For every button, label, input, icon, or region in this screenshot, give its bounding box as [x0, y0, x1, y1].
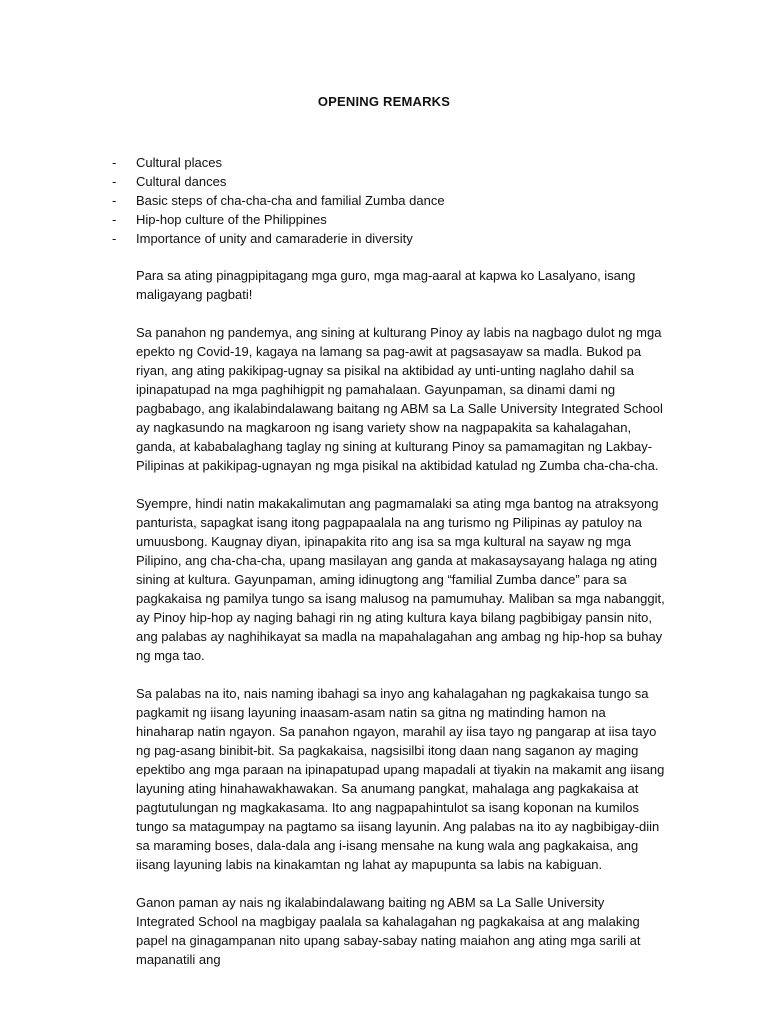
- document-body: [136, 266, 666, 988]
- list-item-text: Cultural places: [136, 155, 222, 170]
- bullet-dash: -: [112, 231, 117, 246]
- list-item-text: Hip-hop culture of the Philippines: [136, 212, 327, 227]
- document-title: OPENING REMARKS: [317, 94, 451, 109]
- bullet-dash: -: [112, 155, 117, 170]
- bullet-dash: -: [112, 193, 117, 208]
- list-item: [112, 172, 445, 191]
- list-item: [112, 153, 445, 172]
- paragraph: Sa palabas na ito, nais naming ibahagi sa inyo ang kahalagahan ng pagkakaisa tungo sa pagkamit ng iisang layuning inaasam-asam natin sa gitna ng matinding hamon na hinaharap natin ngayon. Sa panahon ngayon, marahil ay iisa tayo ng pangarap at iisa tayo ng pag-asang binibit-bit. Sa pagkakaisa, nagsisilbi itong daan nang saganon ay maging epektibo ang mga paraan na ipinapatupad upang mapadali at tiyakin na makamit ang iisang layuning ating hinahawakhawakan. Sa anumang pangkat, mahalaga ang pagkakaisa at pagtutulungan ng magkakasama. Ito ang nagpapahintulot sa isang koponan na kumilos tungo sa matagumpay na pagtamo sa iisang layunin. Ang palabas na ito ay nagbibigay-diin sa maraming boses, dala-dala ang i-isang mensahe na kung wala ang pagkakaisa, ang iisang layuning labis na kinakamtan ng lahat ay mapupunta sa labis na kabiguan.: [136, 686, 665, 872]
- list-item: [112, 191, 445, 210]
- list-item-text: Basic steps of cha-cha-cha and familial Zumba dance: [136, 193, 445, 208]
- bullet-dash: -: [112, 212, 117, 227]
- bullet-dash: -: [112, 174, 117, 189]
- topic-list: [112, 153, 445, 248]
- paragraph: Para sa ating pinagpipitagang mga guro, mga mag-aaral at kapwa ko Lasalyano, isang maligayang pagbati!: [136, 268, 636, 302]
- list-item: [112, 210, 445, 229]
- list-item-text: Cultural dances: [136, 174, 227, 189]
- paragraph: Sa panahon ng pandemya, ang sining at kulturang Pinoy ay labis na nagbago dulot ng mga epekto ng Covid-19, kagaya na lamang sa pag-awit at pagsasayaw sa madla. Bukod pa riyan, ang ating pakikipag-ugnay sa pisikal na aktibidad ay unti-unting naglaho dahil sa ipinapatupad na mga paghihigpit ng pamahalaan. Gayunpaman, sa dinami dami ng pagbabago, ang ikalabindalawang baitang ng ABM sa La Salle University Integrated School ay nagkasundo na magkaroon ng isang variety show na nagpapakita sa kahalagahan, ganda, at kababalaghang taglay ng sining at kulturang Pinoy sa pamamagitan ng Lakbay-Pilipinas at pakikipag-ugnayan ng mga pisikal na aktibidad katulad ng Zumba cha-cha-cha.: [136, 325, 663, 473]
- paragraph: Syempre, hindi natin makakalimutan ang pagmamalaki sa ating mga bantog na atraksyong panturista, sapagkat isang itong pagpapaalala na ang turismo ng Pilipinas ay patuloy na umuusbong. Kaugnay diyan, ipinapakita rito ang isa sa mga kultural na sayaw ng mga Pilipino, ang cha-cha-cha, upang masilayan ang ganda at makasaysayang halaga ng ating sining at kultura. Gayunpaman, aming idinugtong ang “familial Zumba dance” para sa pagkakaisa ng pamilya tungo sa isang malusog na pamumuhay. Maliban sa mga nabanggit, ay Pinoy hip-hop ay naging bahagi rin ng ating kultura kaya bilang pagbibigay pansin nito, ang palabas ay naghihikayat sa madla na mapahalagahan ang ambag ng hip-hop sa buhay ng mga tao.: [136, 496, 665, 663]
- paragraph: Ganon paman ay nais ng ikalabindalawang baiting ng ABM sa La Salle University Integrated School na magbigay paalala sa kahalagahan ng pagkakaisa at ang malaking papel na ginagampanan nito upang sabay-sabay nating maiahon ang ating mga sarili at mapanatili ang: [136, 895, 641, 967]
- list-item: [112, 229, 445, 248]
- list-item-text: Importance of unity and camaraderie in diversity: [136, 231, 413, 246]
